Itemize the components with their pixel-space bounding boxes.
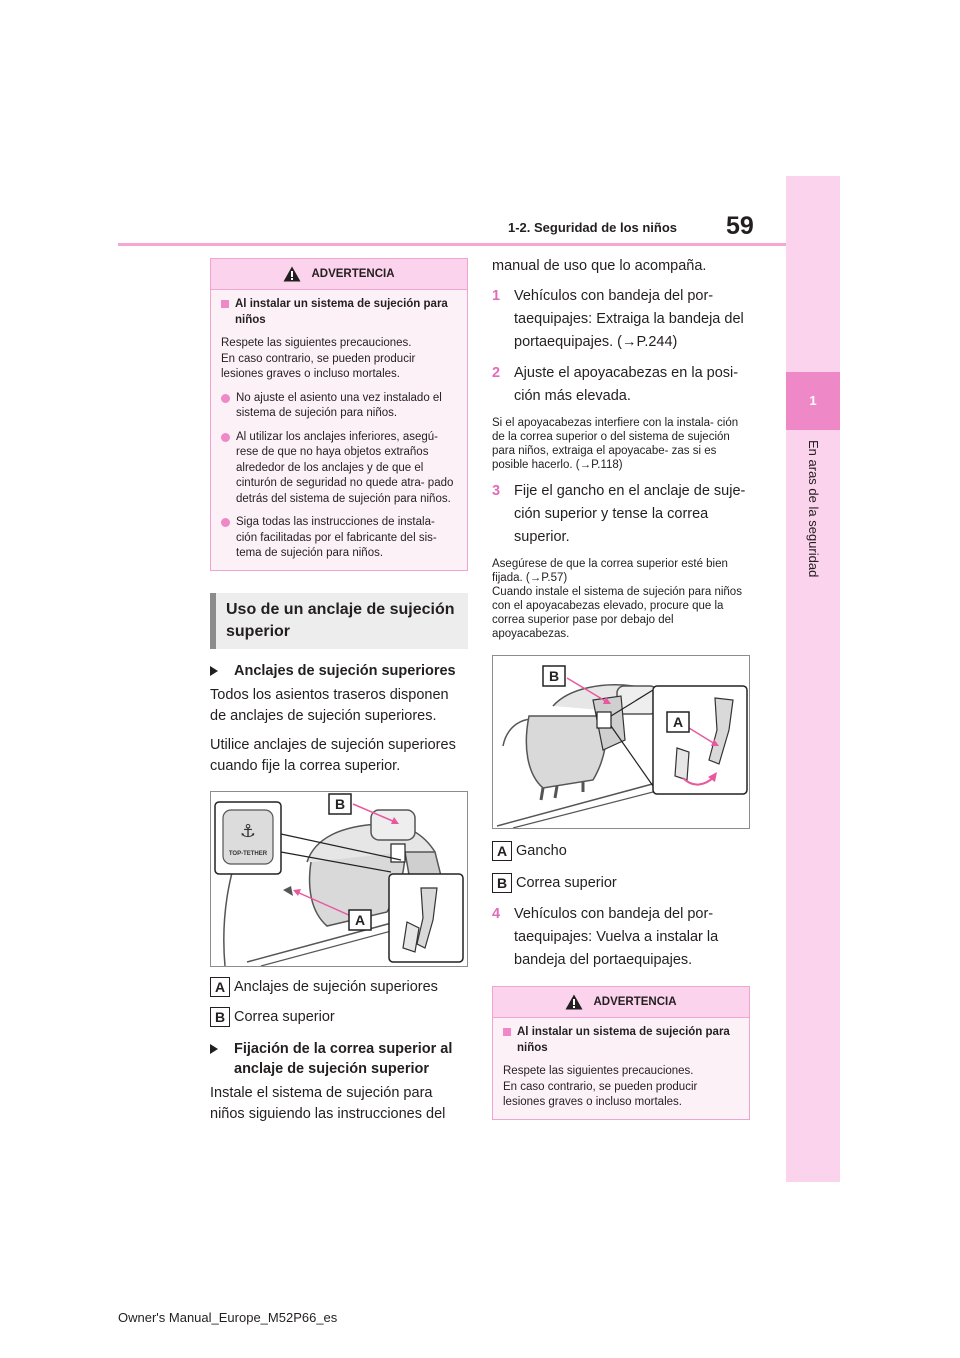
paragraph: Instale el sistema de sujeción para niños siguiendo las instrucciones del <box>210 1084 446 1122</box>
warning-header <box>493 987 749 1018</box>
chapter-side-tab <box>786 176 840 1182</box>
warning-box-1 <box>210 258 468 571</box>
warning-intro-line: Respete las siguientes precauciones. <box>221 337 412 349</box>
step-text: Fije el gancho en el anclaje de suje- ción superior y tense la correa superior. <box>514 483 746 545</box>
warning-bullet <box>221 391 457 422</box>
step-number: 4 <box>492 906 501 922</box>
step-text: Vehículos con bandeja del por- taequipajes: Vuelva a instalar la bandeja del portaequipajes. <box>514 906 719 968</box>
warning-body <box>211 290 467 570</box>
warning-heading-text: Al instalar un sistema de sujeción para niños <box>235 298 448 326</box>
warning-title: ADVERTENCIA <box>311 268 395 280</box>
section-title: Uso de un anclaje de sujeción superior <box>210 593 468 649</box>
warning-intro <box>221 336 457 383</box>
callout-b: B <box>548 668 560 684</box>
header-rule <box>118 243 786 246</box>
subheading-text: Anclajes de sujeción superiores <box>234 662 456 679</box>
callout-b: B <box>334 795 346 812</box>
legend-item-a <box>492 841 750 861</box>
legend-letter-box: B <box>210 1007 230 1027</box>
legend-text: Gancho <box>516 843 567 859</box>
bullet-dot-icon <box>221 433 230 442</box>
subheading-text: Fijación de la correa superior al anclaje de sujeción superior <box>234 1040 453 1077</box>
paragraph-continuation: manual de uso que lo acompaña. <box>492 258 707 274</box>
legend-text: Anclajes de sujeción superiores <box>234 978 438 995</box>
top-tether-icon-label: TOP-TETHER <box>228 850 268 857</box>
step <box>492 480 750 549</box>
left-column <box>210 258 468 1125</box>
note: Si el apoyacabezas interfiere con la instala- ción de la correa superior o del sistema de sujeción para niños, extraiga el apoyacabe- zas si es posible hacerlo. (→P.118) <box>492 417 739 471</box>
legend-letter-box: A <box>210 977 230 997</box>
warning-heading-text: Al instalar un sistema de sujeción para niños <box>517 1026 730 1054</box>
step <box>492 903 750 972</box>
warning-body <box>493 1018 749 1119</box>
chapter-number-tab: 1 <box>786 372 840 430</box>
anchor-icon: ⚓ <box>239 820 257 842</box>
warning-intro-line: Respete las siguientes precauciones. <box>503 1065 694 1077</box>
warning-bullet <box>221 430 457 508</box>
warning-bullet-text: Al utilizar los anclajes inferiores, asegú- rese de que no haya objetos extraños alrededor de los anclajes y de que el cinturón de seguridad no quede atra- pado detrás del sistema de sujeción para niños. <box>236 430 454 505</box>
warning-heading <box>503 1025 739 1056</box>
warning-header <box>211 259 467 290</box>
subheading-anchors <box>210 661 468 681</box>
hook-illustration <box>493 656 749 828</box>
step-number: 3 <box>492 483 501 499</box>
legend-text: Correa superior <box>234 1008 335 1025</box>
warning-intro-line: En caso contrario, se pueden producir lesiones graves o incluso mortales. <box>503 1080 698 1108</box>
top-tether-illustration <box>211 792 467 966</box>
warning-triangle-icon <box>283 266 301 282</box>
figure-hook-and-strap <box>492 655 750 829</box>
warning-box-2 <box>492 986 750 1120</box>
legend-letter-box: A <box>492 841 512 861</box>
paragraph: Utilice anclajes de sujeción superiores cuando fije la correa superior. <box>210 736 456 774</box>
warning-triangle-icon <box>565 994 583 1010</box>
callout-a: A <box>354 911 366 928</box>
bullet-dot-icon <box>221 394 230 403</box>
triangle-bullet-icon <box>210 666 226 676</box>
right-column <box>492 256 750 1120</box>
legend-item-b <box>492 873 750 893</box>
step-number: 2 <box>492 365 501 381</box>
warning-bullet-text: No ajuste el asiento una vez instalado el sistema de sujeción para niños. <box>236 391 442 419</box>
section-header: 1-2. Seguridad de los niños <box>508 220 678 235</box>
note-line: Asegúrese de que la correa superior esté bien fijada. (→P.57) <box>492 558 728 584</box>
footer-text: Owner's Manual_Europe_M52P66_es <box>118 1310 338 1325</box>
step-text: Ajuste el apoyacabezas en la posi- ción más elevada. <box>514 365 739 404</box>
paragraph: Todos los asientos traseros disponen de anclajes de sujeción superiores. <box>210 686 449 724</box>
warning-bullet <box>221 515 457 562</box>
square-bullet-icon <box>221 300 229 308</box>
legend-item-a <box>210 977 468 997</box>
step-number: 1 <box>492 288 501 304</box>
square-bullet-icon <box>503 1028 511 1036</box>
warning-intro <box>503 1064 739 1111</box>
callout-a: A <box>672 714 684 730</box>
warning-title: ADVERTENCIA <box>593 996 677 1008</box>
triangle-bullet-icon <box>210 1044 226 1054</box>
warning-heading <box>221 297 457 328</box>
step <box>492 362 750 408</box>
figure-top-tether-anchors <box>210 791 468 967</box>
warning-intro-line: En caso contrario, se pueden producir lesiones graves o incluso mortales. <box>221 352 416 380</box>
note-line: Cuando instale el sistema de sujeción para niños con el apoyacabezas elevado, procure que la correa superior pase por debajo del apoyacabezas. <box>492 586 742 640</box>
legend-text: Correa superior <box>516 875 617 891</box>
chapter-title: En aras de la seguridad <box>806 440 821 578</box>
legend-item-b <box>210 1007 468 1027</box>
page-number: 59 <box>726 212 754 240</box>
warning-bullet-text: Siga todas las instrucciones de instala- ción facilitadas por el fabricante del sis- tema de sujeción para niños. <box>236 516 437 559</box>
note <box>492 557 750 641</box>
subheading-fixing <box>210 1039 468 1079</box>
step-text: Vehículos con bandeja del por- taequipajes: Extraiga la bandeja del portaequipajes. (→P.244) <box>514 288 744 350</box>
step <box>492 285 750 354</box>
bullet-dot-icon <box>221 518 230 527</box>
legend-letter-box: B <box>492 873 512 893</box>
